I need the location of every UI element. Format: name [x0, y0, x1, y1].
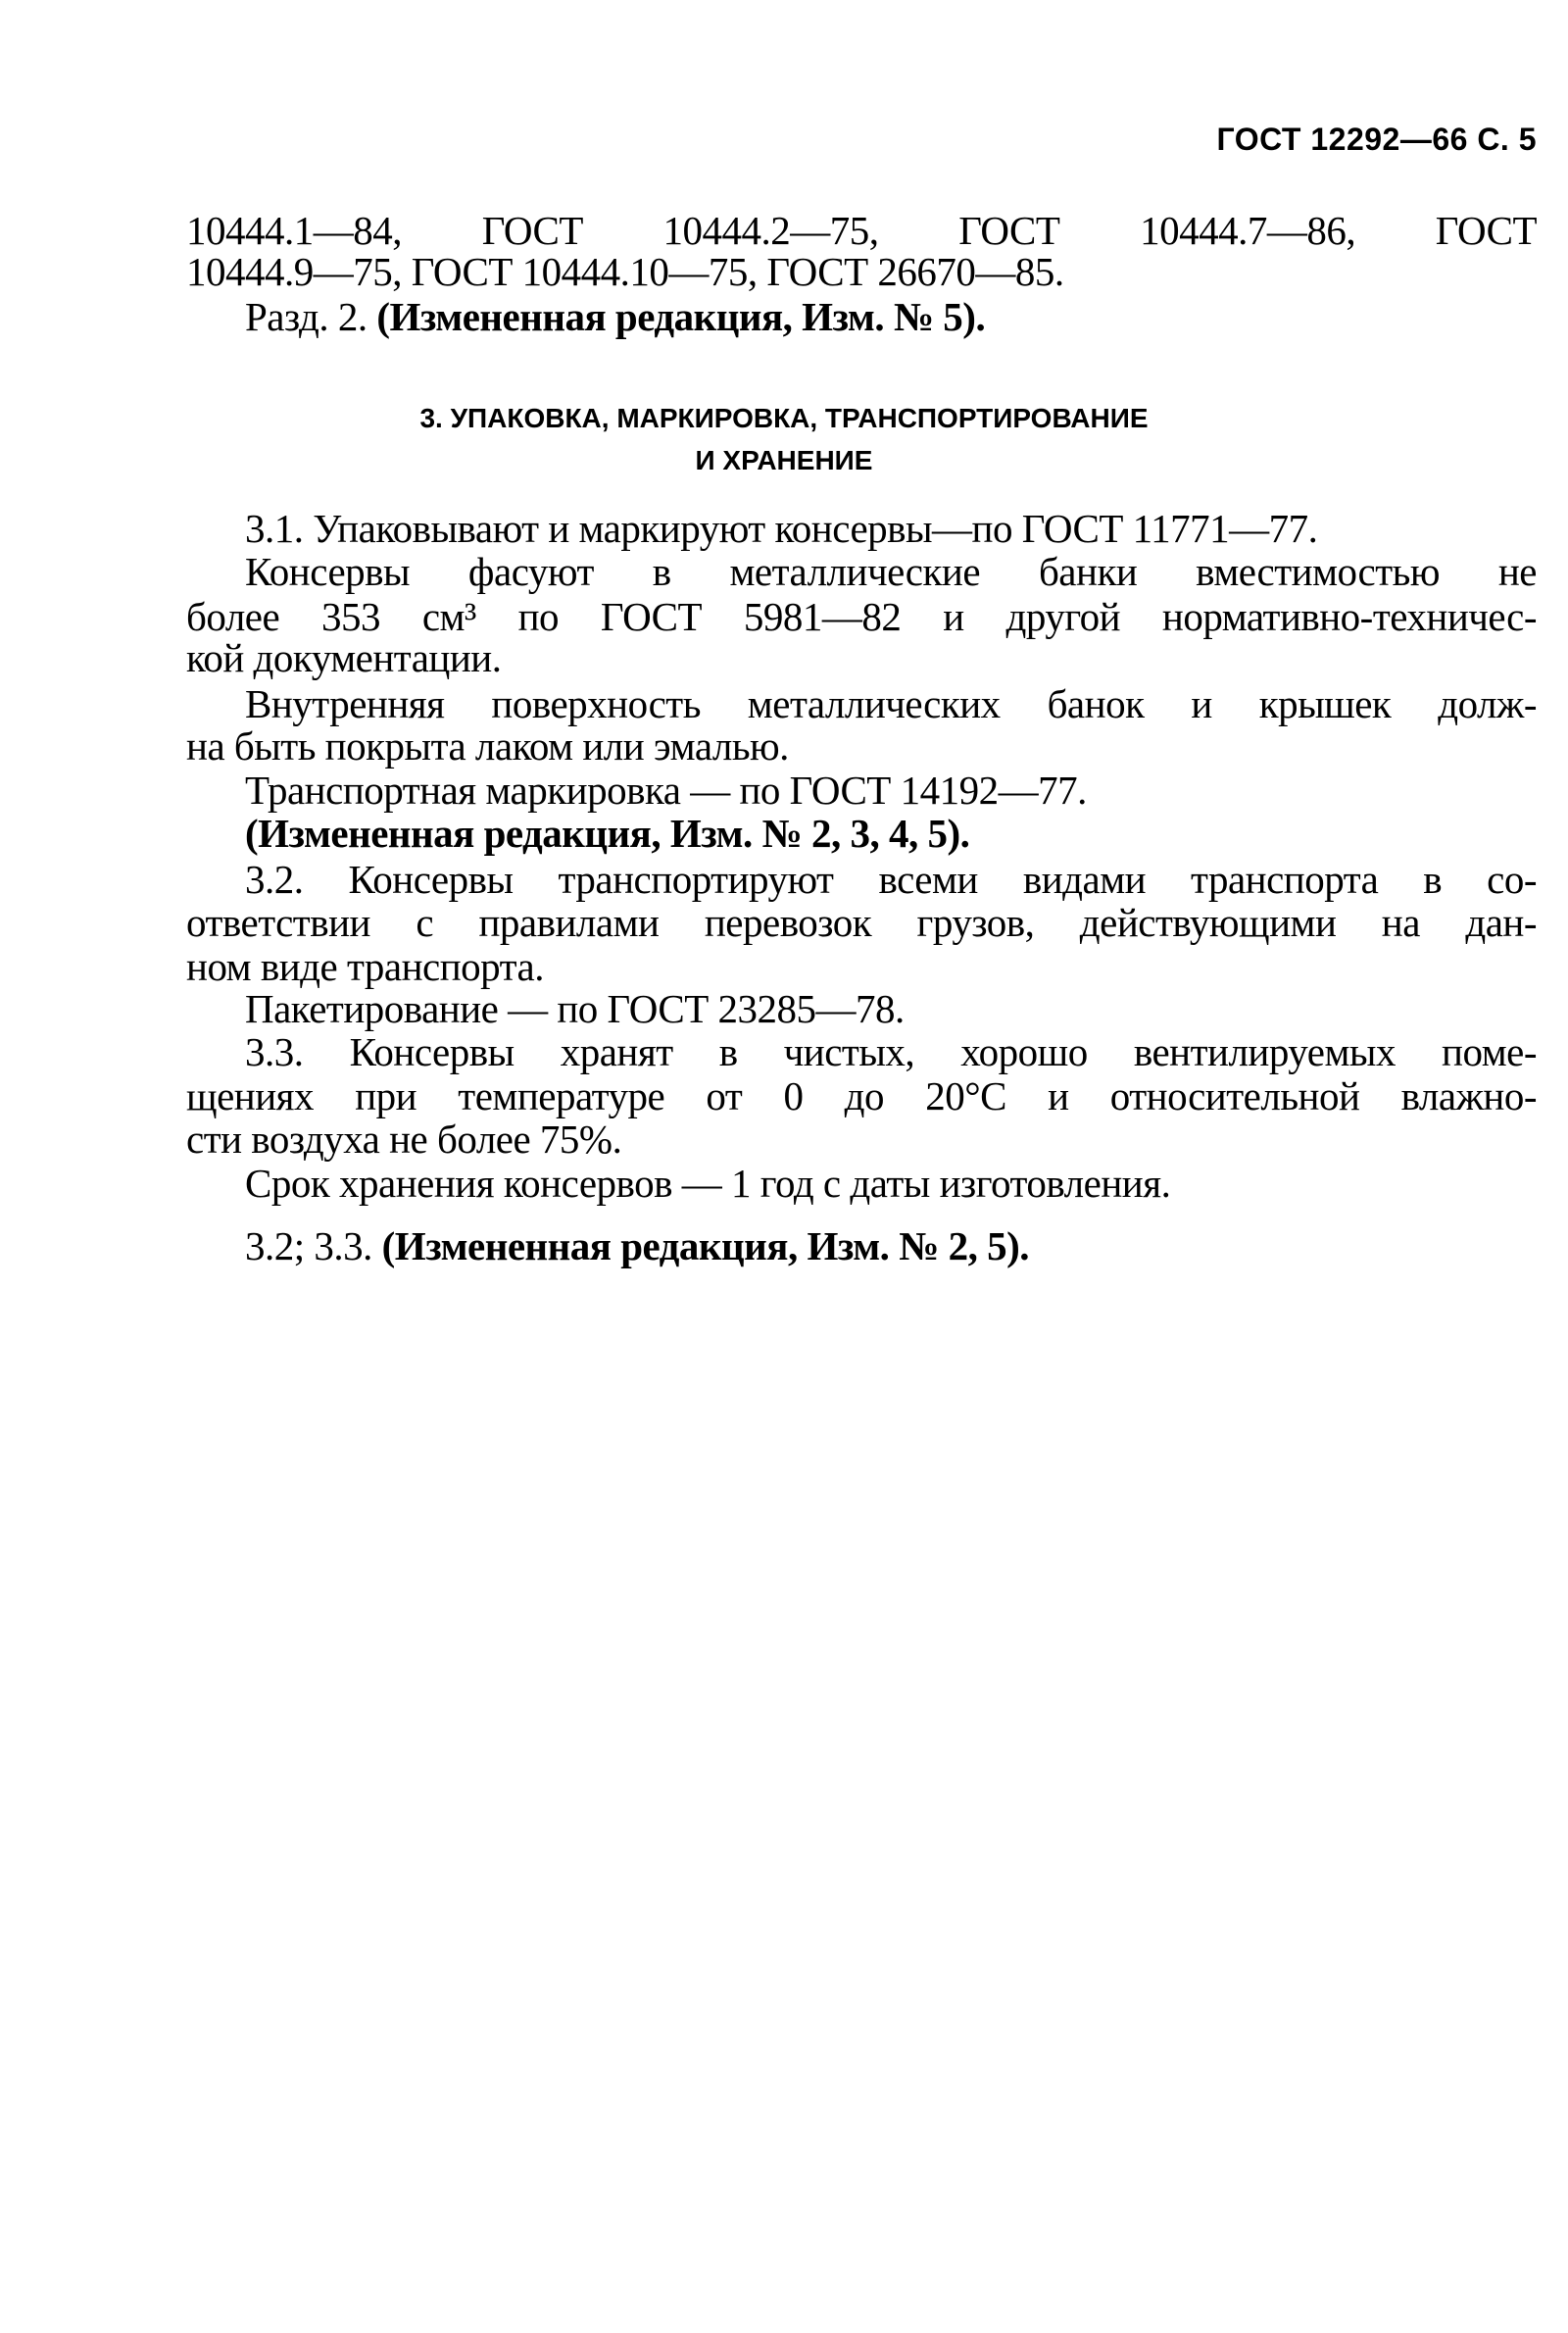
section-heading: И ХРАНЕНИЕ — [695, 445, 873, 475]
text-line: на быть покрыта лаком или эмалью. — [186, 723, 789, 769]
text-line: Пакетирование — по ГОСТ 23285—78. — [245, 986, 905, 1031]
text-line: кой документации. — [186, 635, 502, 680]
page-header: ГОСТ 12292—66 С. 5 — [1216, 122, 1537, 157]
text-line: Транспортная маркировка — по ГОСТ 14192—77. — [245, 768, 1087, 813]
note-prefix: Разд. 2. — [245, 294, 377, 339]
text-line: сти воздуха не более 75%. — [186, 1117, 622, 1162]
note-prefix: 3.2; 3.3. — [245, 1223, 382, 1268]
text-line: 3.3. Консервы хранят в чистых, хорошо вентилируемых поме- — [245, 1029, 1537, 1074]
note-bold: (Измененная редакция, Изм. № 2, 5). — [381, 1223, 1030, 1268]
amendment-note: (Измененная редакция, Изм. № 2, 3, 4, 5). — [245, 811, 970, 856]
text-line: 10444.1—84, ГОСТ 10444.2—75, ГОСТ 10444.7—86, ГОСТ — [186, 208, 1537, 253]
text-line: ном виде транспорта. — [186, 944, 544, 989]
text-line: 3.2. Консервы транспортируют всеми видами транспорта в со- — [245, 857, 1537, 902]
text-line: Срок хранения консервов — 1 год с даты изготовления. — [245, 1161, 1171, 1206]
text-line: Внутренняя поверхность металлических банок и крышек долж- — [245, 681, 1537, 726]
text-line: 3.1. Упаковывают и маркируют консервы—по ГОСТ 11771—77. — [245, 506, 1318, 551]
text-line: 10444.9—75, ГОСТ 10444.10—75, ГОСТ 26670—85. — [186, 249, 1064, 294]
amendment-note — [245, 1224, 1537, 1267]
note-bold: (Измененная редакция, Изм. № 5). — [376, 294, 986, 339]
text-line: более 353 см³ по ГОСТ 5981—82 и другой нормативно-техничес- — [186, 594, 1537, 639]
text-line: Консервы фасуют в металлические банки вместимостью не — [245, 549, 1537, 594]
text-line: ответствии с правилами перевозок грузов, действующими на дан- — [186, 900, 1537, 945]
amendment-note — [245, 295, 1537, 338]
text-line: щениях при температуре от 0 до 20°С и относительной влажно- — [186, 1073, 1537, 1118]
section-heading: 3. УПАКОВКА, МАРКИРОВКА, ТРАНСПОРТИРОВАНИЕ — [419, 403, 1149, 433]
